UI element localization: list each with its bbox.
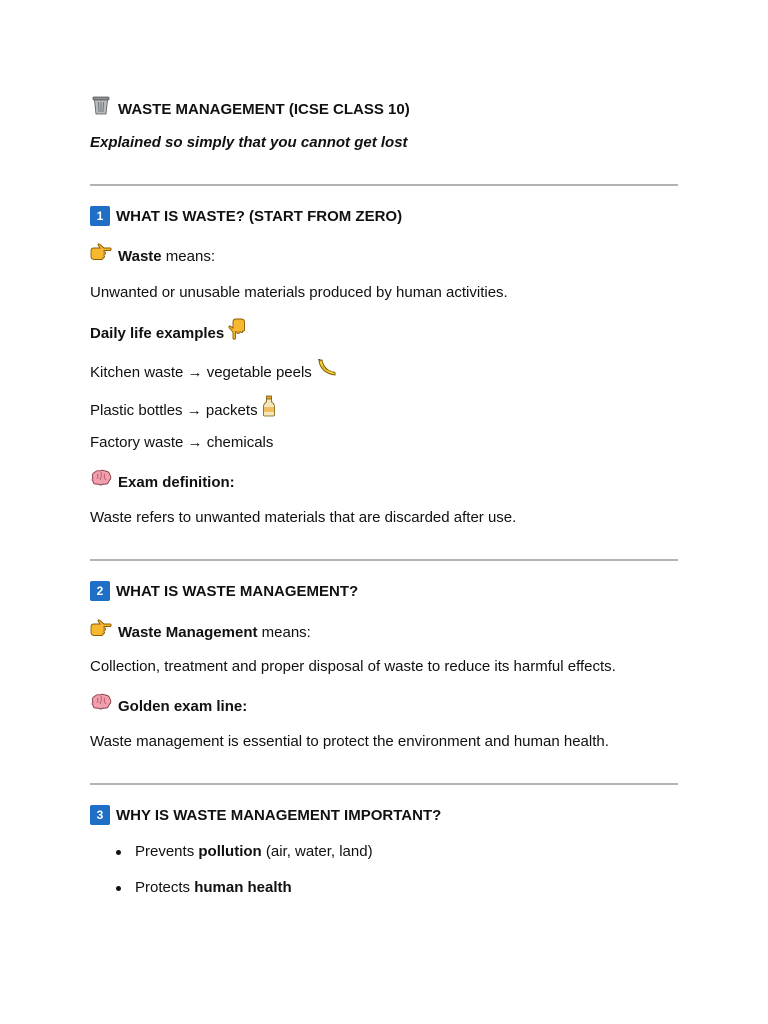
section-2-heading-line [90, 582, 678, 602]
golden-line-label-line [90, 695, 678, 719]
exam-definition-label-line [90, 471, 678, 495]
golden-line-text: Waste management is essential to protect the environment and human health. [90, 733, 609, 750]
exam-definition-text: Waste refers to unwanted materials that are discarded after use. [90, 509, 517, 526]
trash-can-icon [90, 94, 112, 122]
brain-icon [90, 469, 112, 493]
section-3-heading-line [90, 806, 678, 826]
bullet-icon [116, 850, 121, 855]
pointing-right-hand-icon [90, 243, 112, 267]
banana-icon [316, 357, 338, 385]
list-item [135, 842, 678, 862]
examples-label-line [90, 320, 678, 348]
waste-management-meaning: Collection, treatment and proper disposal of waste to reduce its harmful effects. [90, 658, 616, 675]
brain-icon [90, 693, 112, 717]
example-line-3: Factory waste → chemicals [90, 434, 274, 451]
doc-subtitle: Explained so simply that you cannot get lost [90, 134, 408, 151]
bottle-icon [262, 395, 276, 423]
divider [90, 559, 678, 561]
pointing-right-hand-icon [90, 619, 112, 643]
section-1-heading-line [90, 207, 678, 227]
example-text: Plastic bottles → packets [90, 401, 258, 419]
bullet-pre: Protects [135, 879, 195, 896]
waste-term: Waste [118, 247, 162, 265]
keycap-1-icon: 1 [90, 206, 110, 226]
waste-term-suffix: means: [161, 247, 215, 265]
exam-definition-label: Exam definition: [118, 473, 235, 491]
waste-meaning: Unwanted or unusable materials produced by human activities. [90, 284, 508, 301]
list-item [135, 878, 678, 898]
divider [90, 783, 678, 785]
bullet-bold: pollution [198, 843, 262, 860]
golden-line-label: Golden exam line: [118, 697, 248, 715]
example-line-2 [90, 397, 678, 425]
example-text: Kitchen waste → vegetable peels [90, 363, 312, 381]
section-2-heading: WHAT IS WASTE MANAGEMENT? [116, 583, 359, 600]
divider [90, 184, 678, 186]
bullet-icon [116, 886, 121, 891]
examples-label: Daily life examples [90, 324, 225, 342]
waste-management-term-suffix: means: [257, 623, 311, 641]
keycap-2-icon: 2 [90, 581, 110, 601]
keycap-3-icon: 3 [90, 805, 110, 825]
waste-management-means-line [90, 621, 678, 645]
bullet-bold: human health [194, 879, 292, 896]
doc-title-line [90, 96, 678, 124]
bullet-post: (air, water, land) [261, 843, 373, 860]
waste-management-term: Waste Management [118, 623, 258, 641]
pointing-down-hand-icon [228, 318, 246, 346]
bullet-pre: Prevents [135, 843, 199, 860]
doc-title: WASTE MANAGEMENT (ICSE CLASS 10) [118, 100, 410, 118]
example-line-1 [90, 359, 678, 387]
waste-means-line [90, 245, 678, 269]
section-1-heading: WHAT IS WASTE? (START FROM ZERO) [116, 208, 403, 225]
section-3-heading: WHY IS WASTE MANAGEMENT IMPORTANT? [116, 807, 442, 824]
